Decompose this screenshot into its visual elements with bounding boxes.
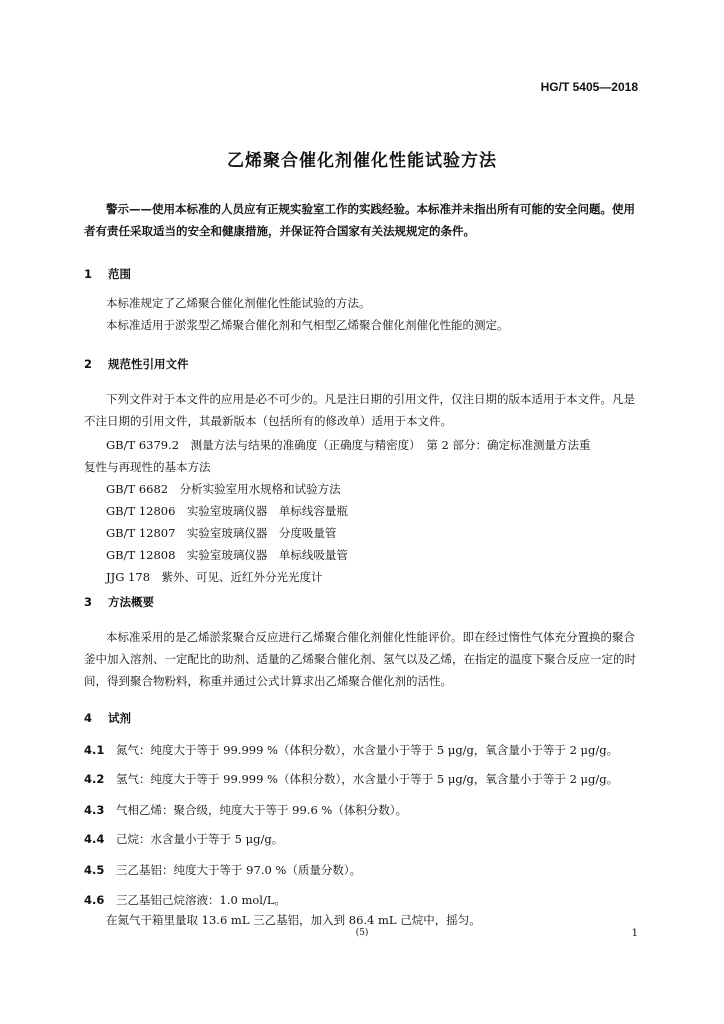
item-text: 氢气：纯度大于等于 99.999 %（体积分数），水含量小于等于 5 μg/g，氧含量小于等于 2 μg/g。: [116, 772, 619, 786]
section-title: 试剂: [108, 711, 132, 725]
footer-code: (5): [355, 928, 369, 938]
reagent-item: [84, 831, 283, 847]
reference-item: GB/T 6682 分析实验室用水规格和试验方法: [106, 482, 341, 496]
method-summary: 本标准采用的是乙烯淤浆聚合反应进行乙烯聚合催化剂催化性能评价。即在经过惰性气体充分置换的聚合釜中加入溶剂、一定配比的助剂、适量的乙烯聚合催化剂、氢气以及乙烯，在指定的温度下聚合反应一定的时间，得到聚合物粉料，称重并通过公式计算求出乙烯聚合催化剂的活性。: [84, 630, 636, 688]
item-number: 4.4: [84, 832, 105, 846]
reagent-preparation-note: 在氮气干箱里量取 13.6 mL 三乙基铝，加入到 86.4 mL 己烷中，摇匀。: [106, 913, 481, 927]
section-title: 方法概要: [108, 595, 155, 609]
section-title: 规范性引用文件: [108, 357, 189, 371]
standard-code: HG/T 5405—2018: [540, 80, 638, 94]
scope-paragraph-2: 本标准适用于淤浆型乙烯聚合催化剂和气相型乙烯聚合催化剂催化性能的测定。: [106, 318, 509, 332]
reference-item: GB/T 12806 实验室玻璃仪器 单标线容量瓶: [106, 504, 348, 518]
section-2-heading: [84, 356, 189, 372]
reagent-item: [84, 802, 407, 818]
item-text: 气相乙烯：聚合级，纯度大于等于 99.6 %（体积分数）。: [116, 803, 408, 817]
reagent-item: [84, 742, 618, 758]
item-text: 三乙基铝：纯度大于等于 97.0 %（质量分数）。: [116, 863, 362, 877]
reference-item: GB/T 12808 实验室玻璃仪器 单标线吸量管: [106, 548, 348, 562]
reference-item-continued: 复性与再现性的基本方法: [84, 460, 211, 474]
item-number: 4.3: [84, 803, 105, 817]
item-text: 己烷：水含量小于等于 5 μg/g。: [116, 832, 284, 846]
page-number: 1: [631, 928, 638, 939]
section-number: 1: [84, 267, 93, 281]
item-number: 4.6: [84, 893, 105, 907]
section-1-heading: [84, 266, 131, 282]
safety-warning: 警示——使用本标准的人员应有正规实验室工作的实践经验。本标准并未指出所有可能的安全问题。使用者有责任采取适当的安全和健康措施，并保证符合国家有关法规规定的条件。: [84, 202, 635, 238]
section-number: 4: [84, 711, 93, 725]
item-number: 4.5: [84, 863, 105, 877]
scope-paragraph-1: 本标准规定了乙烯聚合催化剂催化性能试验的方法。: [106, 296, 371, 310]
reference-item: GB/T 12807 实验室玻璃仪器 分度吸量管: [106, 526, 337, 540]
references-intro: 下列文件对于本文件的应用是必不可少的。凡是注日期的引用文件，仅注日期的版本适用于本文件。凡是不注日期的引用文件，其最新版本（包括所有的修改单）适用于本文件。: [84, 392, 635, 428]
reagent-item: [84, 892, 286, 908]
reference-item: GB/T 6379.2 测量方法与结果的准确度（正确度与精密度） 第 2 部分：确定标准测量方法重: [106, 438, 591, 452]
reference-item: JJG 178 紫外、可见、近红外分光光度计: [106, 570, 323, 584]
reagent-item: [84, 771, 618, 787]
item-number: 4.2: [84, 772, 105, 786]
section-number: 3: [84, 595, 93, 609]
item-number: 4.1: [84, 743, 105, 757]
section-title: 范围: [108, 267, 132, 281]
section-number: 2: [84, 357, 93, 371]
reagent-item: [84, 862, 361, 878]
item-text: 三乙基铝己烷溶液：1.0 mol/L。: [116, 893, 286, 907]
document-title: 乙烯聚合催化剂催化性能试验方法: [227, 151, 497, 171]
section-4-heading: [84, 710, 131, 726]
item-text: 氮气：纯度大于等于 99.999 %（体积分数），水含量小于等于 5 μg/g，氧含量小于等于 2 μg/g。: [116, 743, 619, 757]
section-3-heading: [84, 594, 154, 610]
